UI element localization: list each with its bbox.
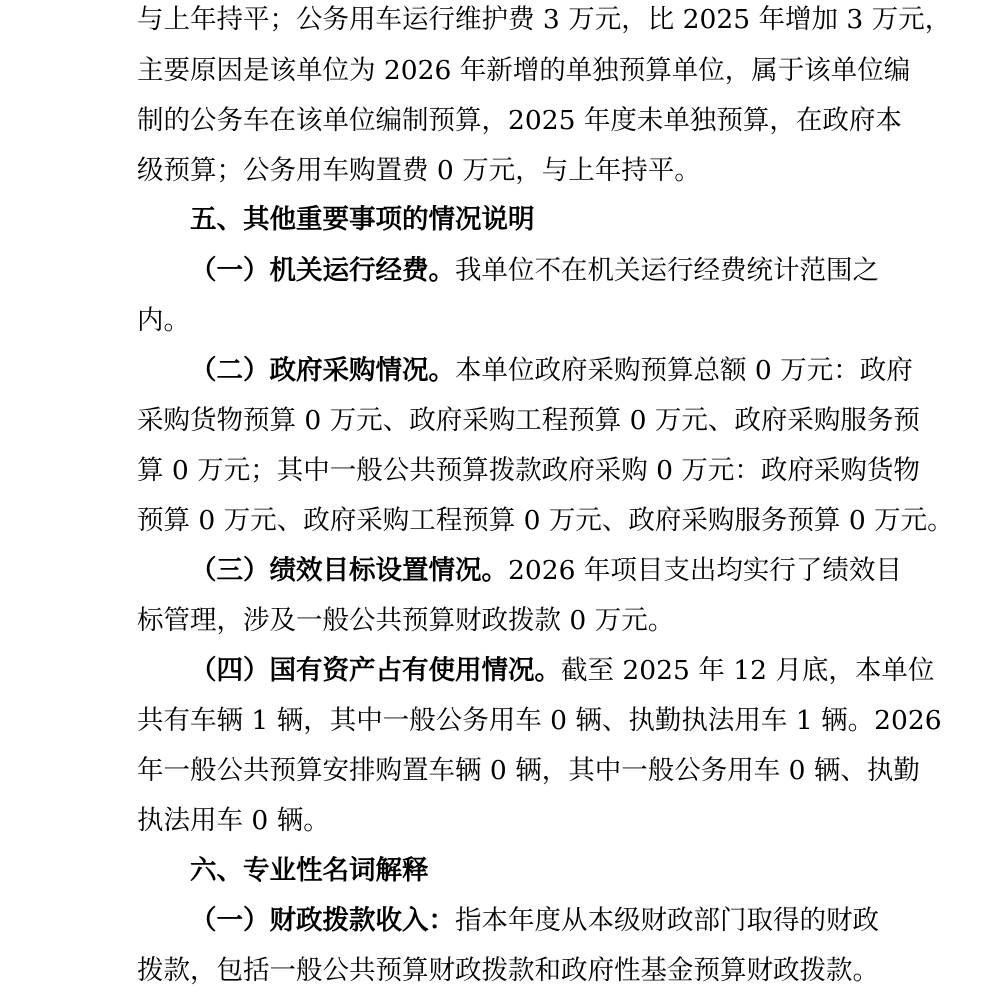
body-text-line: 主要原因是该单位为 2026 年新增的单独预算单位，属于该单位编 [137, 55, 911, 86]
section-heading: 六、专业性名词解释 [190, 855, 429, 886]
paragraph-lead: （三）绩效目标设置情况。 [190, 555, 508, 586]
section-heading: 五、其他重要事项的情况说明 [190, 204, 535, 235]
body-text-line: 年一般公共预算安排购置车辆 0 辆，其中一般公务用车 0 辆、执勤 [137, 755, 920, 786]
body-text-line: 级预算；公务用车购置费 0 万元，与上年持平。 [137, 155, 701, 186]
paragraph-text: 2026 年项目支出均实行了绩效目 [508, 555, 902, 586]
paragraph-text: 指本年度从本级财政部门取得的财政 [455, 905, 879, 936]
paragraph-first-line [190, 901, 879, 941]
paragraph-first-line [190, 251, 879, 291]
body-text-line: 内。 [137, 305, 190, 336]
paragraph-first-line [190, 551, 902, 591]
paragraph-lead: （一）机关运行经费。 [190, 255, 455, 286]
paragraph-lead: （二）政府采购情况。 [190, 355, 455, 386]
paragraph-first-line [190, 651, 934, 691]
body-text-line: 与上年持平；公务用车运行维护费 3 万元，比 2025 年增加 3 万元， [137, 4, 952, 35]
paragraph-lead: （四）国有资产占有使用情况。 [190, 655, 561, 686]
body-text-line: 共有车辆 1 辆，其中一般公务用车 0 辆、执勤执法用车 1 辆。2026 [137, 705, 942, 736]
body-text-line: 制的公务车在该单位编制预算，2025 年度未单独预算，在政府本 [137, 105, 902, 136]
body-text-line: 标管理，涉及一般公共预算财政拨款 0 万元。 [137, 605, 675, 636]
paragraph-text: 截至 2025 年 12 月底，本单位 [561, 655, 935, 686]
body-text-line: 拨款，包括一般公共预算财政拨款和政府性基金预算财政拨款。 [137, 955, 879, 986]
paragraph-first-line [190, 351, 913, 391]
body-text-line: 采购货物预算 0 万元、政府采购工程预算 0 万元、政府采购服务预 [137, 405, 920, 436]
paragraph-text: 本单位政府采购预算总额 0 万元：政府 [455, 355, 913, 386]
paragraph-text: 我单位不在机关运行经费统计范围之 [455, 255, 879, 286]
body-text-line: 执法用车 0 辆。 [137, 805, 330, 836]
paragraph-lead: （一）财政拨款收入： [190, 905, 455, 936]
body-text-line: 预算 0 万元、政府采购工程预算 0 万元、政府采购服务预算 0 万元。 [137, 505, 954, 536]
body-text-line: 算 0 万元；其中一般公共预算拨款政府采购 0 万元：政府采购货物 [137, 455, 920, 486]
